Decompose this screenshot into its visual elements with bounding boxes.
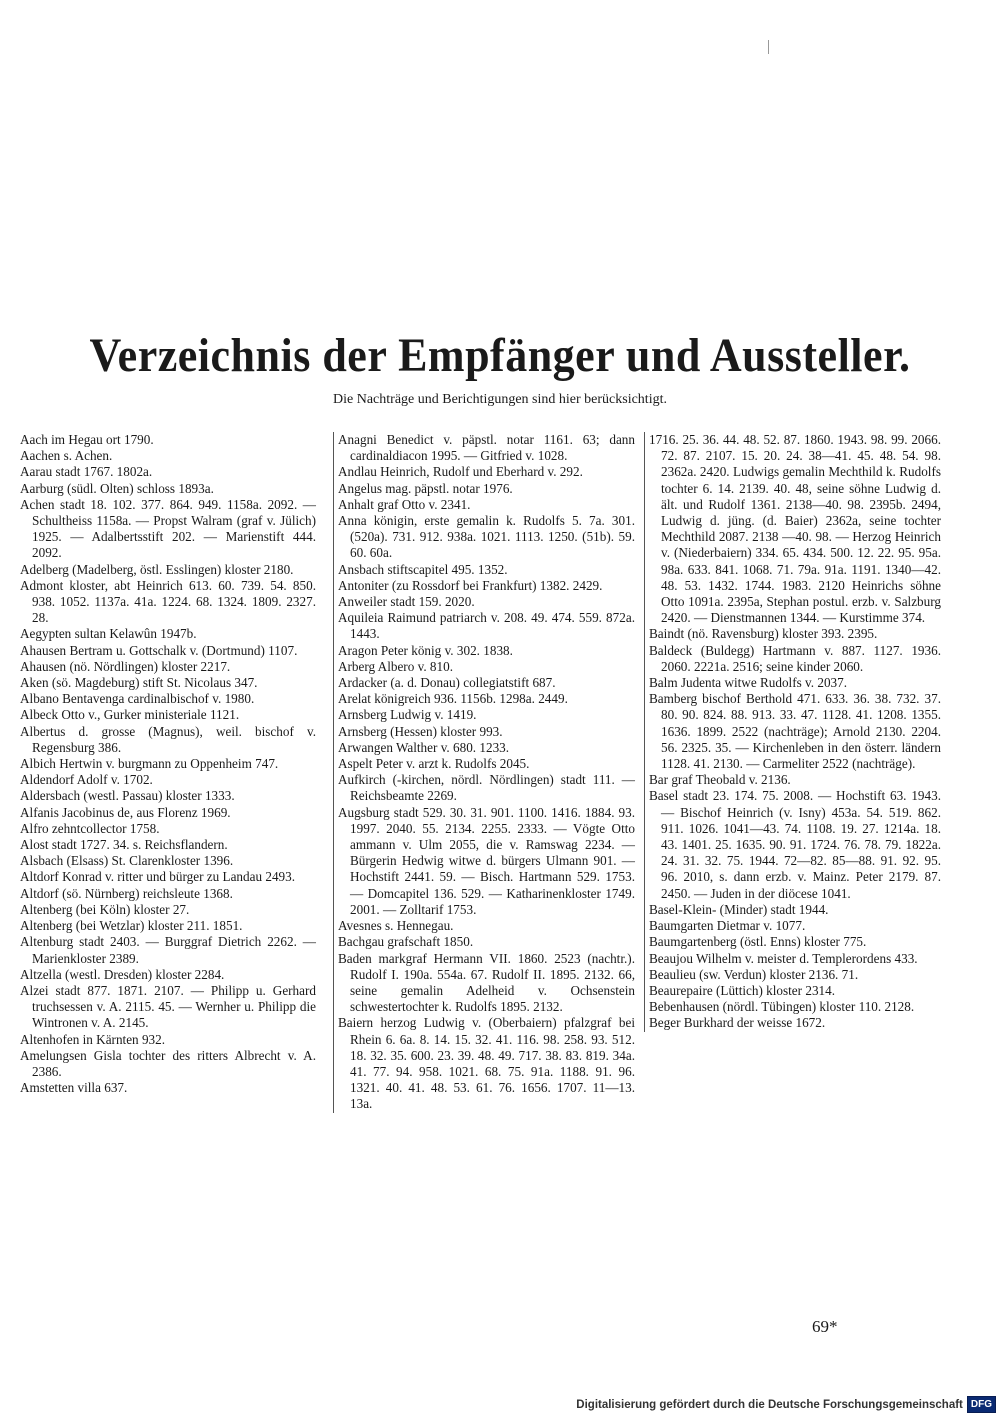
index-entry: Baumgarten Dietmar v. 1077. (649, 918, 806, 934)
index-entry: Baden markgraf Hermann VII. 1860. 2523 (nachtr.). Rudolf I. 190a. 554a. 67. Rudolf II. 1895. 2132. 66, seine gemalin Adelheid v. Ochsenstein schwestertochter k. Rudolfs 1895. 2132. (338, 950, 635, 1015)
index-entry: Altenhofen in Kärnten 932. (20, 1031, 166, 1047)
index-entry: Arwangen Walther v. 680. 1233. (338, 739, 510, 755)
index-entry: Aarau stadt 1767. 1802a. (20, 464, 153, 480)
index-entry: Ahausen Bertram u. Gottschalk v. (Dortmund) 1107. (20, 642, 298, 658)
index-entry: Admont kloster, abt Heinrich 613. 60. 739. 54. 850. 938. 1052. 1137a. 41a. 1224. 68. 1324. 1809. 2327. 28. (20, 577, 316, 626)
index-entry: Basel stadt 23. 174. 75. 2008. — Hochstift 63. 1943. — Bischof Heinrich (v. Isny) 453a. 54. 519. 862. 911. 1026. 1041—43. 74. 1108. 19. 27. 1214a. 18. 43. 1401. 25. 1635. 90. 91. 1724. 76. 78. 79. 1822a. 24. 31. 32. 75. 1944. 72—82. 85—88. 91. 92. 95. 96. 2010, s. dann erzb. v. Mainz. Peter 2179. 87. 2450. — Juden in der diöcese 1041. (649, 788, 941, 901)
index-entry: Aach im Hegau ort 1790. (20, 432, 154, 447)
index-entry: Aken (sö. Magdeburg) stift St. Nicolaus 347. (20, 675, 258, 691)
index-entry: Altenberg (bei Wetzlar) kloster 211. 1851. (20, 918, 243, 934)
index-entry: Albich Hertwin v. burgmann zu Oppenheim 747. (20, 756, 279, 772)
index-entry: Beaujou Wilhelm v. meister d. Templerordens 433. (649, 950, 918, 966)
index-entry: Altdorf Konrad v. ritter und bürger zu Landau 2493. (20, 869, 296, 885)
index-entry: Aldendorf Adolf v. 1702. (20, 772, 153, 788)
index-entry: Arelat königreich 936. 1156b. 1298a. 2449. (338, 691, 568, 707)
index-entry: Alost stadt 1727. 34. s. Reichsflandern. (20, 837, 228, 853)
page-number: 69* (812, 1317, 838, 1336)
index-entry: Altzella (westl. Dresden) kloster 2284. (20, 966, 225, 982)
footer-funding-note: Digitalisierung gefördert durch die Deutsche Forschungsgemeinschaft (576, 1398, 963, 1411)
scan-mark (768, 40, 769, 54)
index-entry: Aragon Peter könig v. 302. 1838. (338, 642, 513, 658)
index-entry: Ansbach stiftscapitel 495. 1352. (338, 561, 508, 577)
index-column-2 (333, 432, 635, 1113)
index-entry: Augsburg stadt 529. 30. 31. 901. 1100. 1416. 1884. 93. 1997. 2040. 55. 2134. 2255. 2333. — Vögte Otto ammann v. Ulm 2055, die v. Ramswag 2234. — Bürgerin Hedwig witwe d. bürgers Ulmann 901. — Hochstift 2441. 59. — Bisch. Hartmann 529. 1753. — Domcapitel 136. 529. — Katharinenkloster 1749. 2001. — Zolltarif 1753. (338, 804, 635, 917)
index-entry: Beaurepaire (Lüttich) kloster 2314. (649, 982, 836, 998)
index-entry: Antoniter (zu Rossdorf bei Frankfurt) 1382. 2429. (338, 577, 603, 593)
index-entry: Achen stadt 18. 102. 377. 864. 949. 1158a. 2092. — Schultheiss 1158a. — Propst Walram (graf v. Jülich) 1925. — Adalbertsstift 202. — Marienstift 444. 2092. (20, 496, 316, 561)
index-entry: Baiern herzog Ludwig v. (Oberbaiern) pfalzgraf bei Rhein 6. 6a. 8. 14. 15. 32. 41. 116. 98. 258. 93. 512. 18. 32. 35. 600. 23. 39. 48. 49. 717. 38. 83. 819. 34a. 41. 77. 94. 958. 1021. 68. 75. 91a. 1188. 91. 96. 1321. 40. 41. 48. 53. 61. 76. 1656. 1707. 11—13. 13a. (338, 1015, 635, 1112)
index-entry: Alzei stadt 877. 1871. 2107. — Philipp u. Gerhard truchsessen v. A. 2115. 45. — Wernher u. Philipp die Wintronen v. A. 2145. (20, 982, 316, 1031)
index-entry: Beger Burkhard der weisse 1672. (649, 1015, 826, 1031)
index-entry: Aquileia Raimund patriarch v. 208. 49. 474. 559. 872a. 1443. (338, 610, 635, 642)
index-entry: Anna königin, erste gemalin k. Rudolfs 5. 7a. 301. (520a). 731. 912. 938a. 1021. 1113. 1250. (51b). 59. 60. 60a. (338, 513, 635, 561)
index-entry: Andlau Heinrich, Rudolf und Eberhard v. 292. (338, 464, 583, 480)
index-entry: Alfanis Jacobinus de, aus Florenz 1969. (20, 804, 231, 820)
index-entry: Anweiler stadt 159. 2020. (338, 594, 475, 610)
index-entry: Aachen s. Achen. (20, 448, 113, 464)
index-entry: Aegypten sultan Kelawûn 1947b. (20, 626, 197, 642)
dfg-logo-icon: DFG (967, 1396, 996, 1413)
index-entry: Anagni Benedict v. päpstl. notar 1161. 63; dann cardinaldiacon 1995. — Gitfried v. 1028. (338, 432, 635, 464)
index-entry: Ardacker (a. d. Donau) collegiatstift 687. (338, 675, 556, 691)
index-entry: Bar graf Theobald v. 2136. (649, 772, 791, 788)
index-entry: Alsbach (Elsass) St. Clarenkloster 1396. (20, 853, 234, 869)
index-entry: Amelungsen Gisla tochter des ritters Albrecht v. A. 2386. (20, 1047, 316, 1079)
index-entry: Beaulieu (sw. Verdun) kloster 2136. 71. (649, 966, 859, 982)
index-entry: 1716. 25. 36. 44. 48. 52. 87. 1860. 1943. 98. 99. 2066. 72. 87. 2107. 15. 20. 24. 38—41. 45. 48. 54. 98. 2362a. 2420. Ludwigs gemalin Mechthild k. Rudolfs tochter 6. 14. 2139. 40. 48, seine söhne Ludwig d. ält. und Rudolf 1361. 2138—40. 98. 2395b. 2494, Ludwig d. jüng. (d. Baier) 2362a, seine tochter Mechthild 2087. 2138 —40. 98. — Herzog Heinrich v. (Niederbaiern) 334. 65. 434. 500. 12. 22. 95. 95a. 98a. 633. 841. 1068. 71. 79a. 91a. 1191. 1340—42. 48. 53. 1432. 1744. 1983. 2120 Heinrichs söhne Otto 1091a. 2395a, Stephan postul. erzb. v. Salzburg 2420. — Dienstmannen 1344. — Kurstimme 374. (649, 432, 941, 626)
index-entry: Arnsberg (Hessen) kloster 993. (338, 723, 503, 739)
index-column-3 (644, 432, 941, 1032)
index-entry: Anhalt graf Otto v. 2341. (338, 496, 471, 512)
index-entry: Ahausen (nö. Nördlingen) kloster 2217. (20, 658, 231, 674)
index-entry: Albeck Otto v., Gurker ministeriale 1121. (20, 707, 240, 723)
index-entry: Avesnes s. Hennegau. (338, 918, 454, 934)
index-entry: Baldeck (Buldegg) Hartmann v. 887. 1127. 1936. 2060. 2221a. 2516; seine kinder 2060. (649, 642, 941, 674)
index-entry: Aarburg (südl. Olten) schloss 1893a. (20, 480, 214, 496)
index-entry: Altdorf (sö. Nürnberg) reichsleute 1368. (20, 885, 233, 901)
index-entry: Adelberg (Madelberg, östl. Esslingen) kloster 2180. (20, 561, 294, 577)
index-entry: Amstetten villa 637. (20, 1080, 128, 1096)
footer (0, 1396, 1000, 1413)
index-entry: Aufkirch (-kirchen, nördl. Nördlingen) stadt 111. — Reichsbeamte 2269. (338, 772, 635, 804)
page-title: Verzeichnis der Empfänger und Aussteller. (89, 329, 911, 382)
index-entry: Bamberg bischof Berthold 471. 633. 36. 38. 732. 37. 80. 90. 824. 88. 913. 33. 47. 1128. 41. 1208. 1355. 1636. 1899. 2522 (nachträge); Arnold 2130. 2204. 56. 2325. 35. — Kirchenleben in den österr. ländern 1128. 41. 2130. — Carmeliter 2522 (nachträge). (649, 691, 941, 772)
index-entry: Albertus d. grosse (Magnus), weil. bischof v. Regensburg 386. (20, 723, 316, 755)
index-entry: Altenburg stadt 2403. — Burggraf Dietrich 2262. — Marienkloster 2389. (20, 934, 316, 966)
index-column-1 (20, 432, 316, 1096)
index-entry: Alfro zehntcollector 1758. (20, 820, 160, 836)
index-entry: Bebenhausen (nördl. Tübingen) kloster 110. 2128. (649, 999, 915, 1015)
page-subtitle: Die Nachträge und Berichtigungen sind hier berücksichtigt. (333, 392, 667, 407)
index-entry: Arnsberg Ludwig v. 1419. (338, 707, 477, 723)
index-entry: Aspelt Peter v. arzt k. Rudolfs 2045. (338, 756, 530, 772)
index-entry: Albano Bentavenga cardinalbischof v. 1980. (20, 691, 255, 707)
index-entry: Basel-Klein- (Minder) stadt 1944. (649, 901, 829, 917)
index-entry: Angelus mag. päpstl. notar 1976. (338, 480, 513, 496)
index-entry: Baindt (nö. Ravensburg) kloster 393. 2395. (649, 626, 878, 642)
index-entry: Arberg Albero v. 810. (338, 658, 454, 674)
index-entry: Bachgau grafschaft 1850. (338, 934, 474, 950)
index-entry: Balm Judenta witwe Rudolfs v. 2037. (649, 675, 848, 691)
index-entry: Aldersbach (westl. Passau) kloster 1333. (20, 788, 235, 804)
index-entry: Altenberg (bei Köln) kloster 27. (20, 901, 190, 917)
index-entry: Baumgartenberg (östl. Enns) kloster 775. (649, 934, 867, 950)
